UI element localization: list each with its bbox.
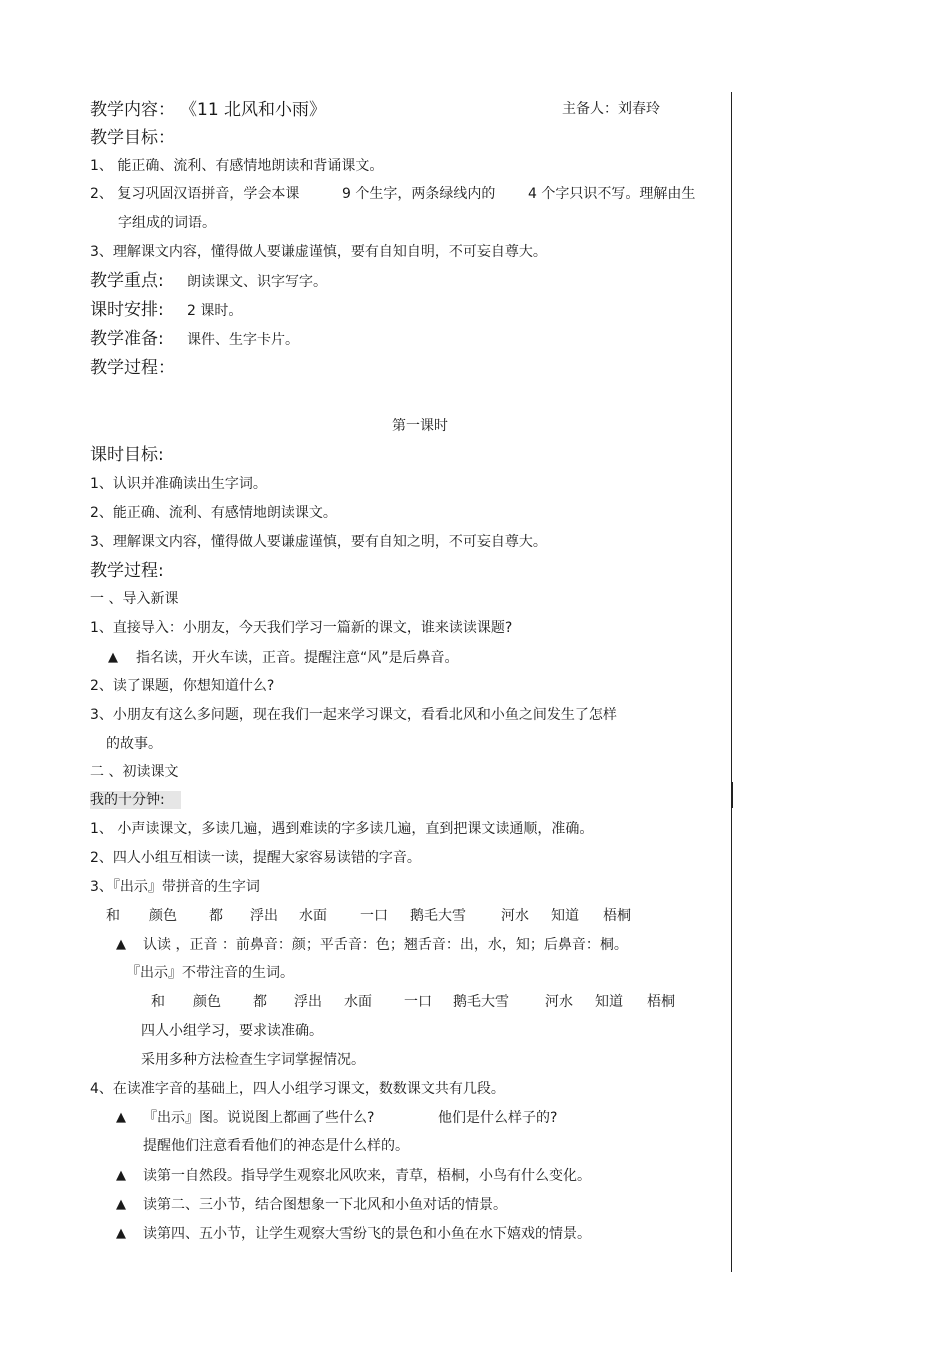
- bullet-1a: 『出示』图。说说图上都画了些什么?: [143, 1110, 375, 1126]
- word: 都: [209, 908, 223, 924]
- objectives-heading: 教学目标：: [90, 128, 175, 148]
- bullet-4: 读第四、五小节，让学生观察大雪纷飞的景色和小鱼在水下嬉戏的情景。: [143, 1226, 591, 1242]
- check-words: 采用多种方法检查生字词掌握情况。: [141, 1052, 365, 1068]
- word: 梧桐: [647, 994, 675, 1010]
- prep-value: 课件、生字卡片。: [187, 332, 299, 348]
- goal-1: 1、认识并准确读出生字词。: [90, 476, 267, 492]
- objective-item-2a: 2、 复习巩固汉语拼音，学会本课: [90, 186, 300, 202]
- word: 河水: [501, 908, 529, 924]
- process-label: 教学过程：: [90, 358, 175, 378]
- word: 都: [253, 994, 267, 1010]
- margin-rule: [731, 92, 732, 1272]
- word: 水面: [299, 908, 327, 924]
- show-no-pinyin: 『出示』不带注音的生词。: [126, 965, 294, 981]
- content-label: 教学内容：: [90, 100, 175, 120]
- goal-3: 3、理解课文内容，懂得做人要谦虚谨慎，要有自知之明，不可妄自尊大。: [90, 534, 547, 550]
- word: 知道: [595, 994, 623, 1010]
- bullet-1c: 提醒他们注意看看他们的神态是什么样的。: [143, 1138, 409, 1154]
- step-2-3: 3、『出示』带拼音的生字词: [90, 879, 260, 895]
- word: 水面: [344, 994, 372, 1010]
- my-ten-minutes: [90, 791, 181, 809]
- objective-item-2d: 字组成的词语。: [118, 215, 216, 231]
- bullet-1b: 他们是什么样子的?: [438, 1110, 558, 1126]
- step-2-2: 2、四人小组互相读一读，提醒大家容易读错的字音。: [90, 850, 421, 866]
- section1-title: 一 、导入新课: [90, 591, 179, 607]
- word: 一口: [360, 908, 388, 924]
- step-2-3-note: 认读 ，正音 ：前鼻音：颜；平舌音：色；翘舌音：出，水，知；后鼻音：桐。: [143, 937, 628, 953]
- preparer: 主备人：刘春玲: [562, 101, 660, 117]
- step-2-1: 1、 小声读课文，多读几遍，遇到难读的字多读几遍，直到把课文读通顺，准确。: [90, 821, 594, 837]
- group-study: 四人小组学习，要求读准确。: [141, 1023, 323, 1039]
- triangle-bullet: ▲: [116, 1226, 126, 1241]
- objective-item-2c: 4 个字只识不写。理解由生: [528, 186, 696, 202]
- triangle-bullet: ▲: [116, 1168, 126, 1183]
- word: 颜色: [149, 908, 177, 924]
- goal-2: 2、能正确、流利、有感情地朗读课文。: [90, 505, 337, 521]
- my-ten-minutes-text: 我的十分钟:: [90, 791, 181, 809]
- step-1-1: 1、直接导入：小朋友，今天我们学习一篇新的课文，谁来读读课题?: [90, 620, 513, 636]
- step-1-3b: 的故事。: [106, 736, 162, 752]
- word: 梧桐: [603, 908, 631, 924]
- focus-value: 朗读课文、识字写字。: [187, 274, 327, 290]
- triangle-bullet: ▲: [116, 1197, 126, 1212]
- objective-item-3: 3、理解课文内容，懂得做人要谦虚谨慎，要有自知自明，不可妄自尊大。: [90, 244, 547, 260]
- prep-label: 教学准备:: [90, 329, 164, 349]
- schedule-value: 2 课时。: [187, 303, 243, 319]
- schedule-label: 课时安排:: [90, 300, 164, 320]
- lesson-title: 《11 北风和小雨》: [180, 100, 327, 120]
- lesson1-title: 第一课时: [392, 418, 448, 434]
- goals-heading: 课时目标:: [90, 445, 164, 465]
- section2-title: 二 、初读课文: [90, 764, 179, 780]
- triangle-bullet: ▲: [116, 937, 126, 952]
- bullet-3: 读第二、三小节，结合图想象一下北风和小鱼对话的情景。: [143, 1197, 507, 1213]
- step-1-1-note: 指名读，开火车读，正音。提醒注意“风”是后鼻音。: [136, 650, 459, 666]
- focus-label: 教学重点:: [90, 271, 164, 291]
- word: 一口: [404, 994, 432, 1010]
- step-1-2: 2、读了课题，你想知道什么?: [90, 678, 275, 694]
- margin-rule-tick: [731, 782, 733, 808]
- step-1-3a: 3、小朋友有这么多问题，现在我们一起来学习课文，看看北风和小鱼之间发生了怎样: [90, 707, 617, 723]
- word: 河水: [545, 994, 573, 1010]
- process-heading: 教学过程:: [90, 561, 164, 581]
- step-2-4: 4、在读准字音的基础上，四人小组学习课文，数数课文共有几段。: [90, 1081, 505, 1097]
- triangle-bullet: ▲: [108, 650, 118, 665]
- objective-item-2b: 9 个生字，两条绿线内的: [342, 186, 496, 202]
- word: 浮出: [294, 994, 322, 1010]
- word: 和: [151, 994, 165, 1010]
- objective-item-1: 1、 能正确、流利、有感情地朗读和背诵课文。: [90, 158, 384, 174]
- word: 浮出: [250, 908, 278, 924]
- bullet-2: 读第一自然段。指导学生观察北风吹来，青草，梧桐，小鸟有什么变化。: [143, 1168, 591, 1184]
- word: 知道: [551, 908, 579, 924]
- word: 鹅毛大雪: [410, 908, 466, 924]
- triangle-bullet: ▲: [116, 1110, 126, 1125]
- word: 颜色: [193, 994, 221, 1010]
- word: 鹅毛大雪: [453, 994, 509, 1010]
- word: 和: [106, 908, 120, 924]
